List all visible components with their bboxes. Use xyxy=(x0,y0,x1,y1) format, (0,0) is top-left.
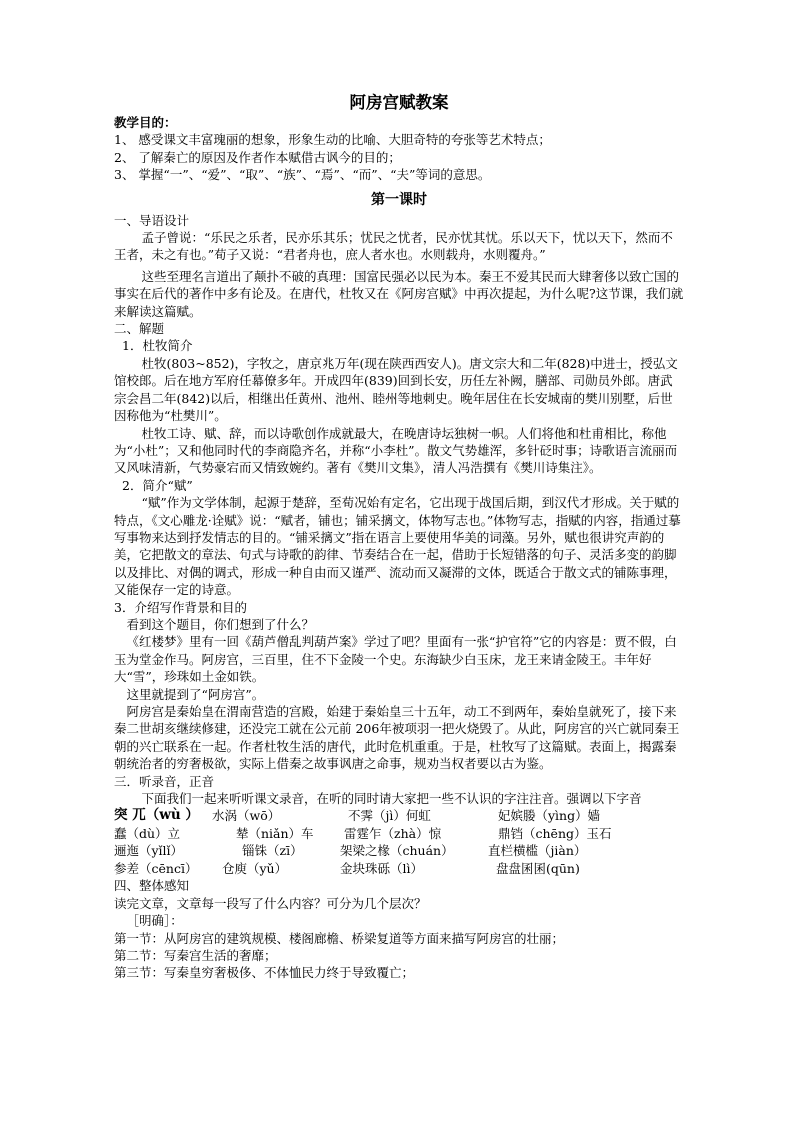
pronunciation-row-3 xyxy=(114,842,684,860)
s2-sub-heading-1: 1．杜牧简介 xyxy=(122,338,193,354)
pron-item: 逦迤（yǐlǐ） xyxy=(114,843,184,859)
s4-intro: 下面我们一起来听听课文录音，在听的同时请大家把一些不认识的字注注音。强调以下字音 xyxy=(141,791,642,807)
s1-paragraph-1: 孟子曾说：“乐民之乐者，民亦乐其乐；忧民之忧者，民亦忧其忧。乐以天下，忧以天下，然而不王者，未之有也。”荀子又说：“君者舟也，庶人者水也。水则载舟，水则覆舟。” xyxy=(114,230,673,263)
goal-item-2: 2、 了解秦亡的原因及作者作本赋借古讽今的目的； xyxy=(114,149,401,165)
pron-item: 金块珠砾（lì） xyxy=(340,860,423,876)
goal-item-3: 3、 掌握“一”、“爱”、“取”、“族”、“焉”、“而”、“夫”等词的意思。 xyxy=(114,167,491,183)
s5-clarify: ［明确］： xyxy=(126,913,183,929)
s2-paragraph-3: “赋”作为文学体制，起源于楚辞，至荀况始有定名，它出现于战国后期，到汉代才形成。关于赋的特点，《文心雕龙·诠赋》说：“赋者，铺也；铺采摛文，体物写志也。”体物写志，指赋的内容，指通过摹写事物来达到抒发情志的目的。“铺采摛文”指在语言上要使用华美的词藻。另外，赋也很讲究声韵的美，它把散文的章法、句式与诗歌的韵律、节奏结合在一起，借助于长短错落的句子、灵活多变的韵脚以及排比、对偶的调式，形成一种自由而又谨严、流动而又凝滞的文体，既适合于散文式的铺陈事理，又能保存一定的诗意。 xyxy=(114,495,681,598)
pronunciation-row-4 xyxy=(114,860,684,878)
page-title: 阿房宫赋教案 xyxy=(349,93,449,112)
pronunciation-row-1 xyxy=(114,807,684,825)
section-title: 第一课时 xyxy=(371,191,427,208)
s3-paragraph-2: 这里就提到了“阿房宫”。 xyxy=(126,686,265,702)
pron-item: 蠢（dù）立 xyxy=(114,825,181,841)
pron-item: 雷霆乍（zhà）惊 xyxy=(344,825,442,841)
pron-item: 锱铢（zī） xyxy=(242,843,303,859)
s3-question: 看到这个题目，你们想到了什么？ xyxy=(126,616,315,632)
pronunciation-row-2 xyxy=(114,825,684,843)
pron-item: 架梁之椽（chuán） xyxy=(340,843,454,859)
s3-paragraph-1: 《红楼梦》里有一回《葫芦僧乱判葫芦案》学过了吧？里面有一张“护官符”它的内容是：贾不假，白玉为堂金作马。阿房宫，三百里，住不下金陵一个史。东海缺少白玉床，龙王来请金陵王。丰年好大“雪”，珍珠如土金如铁。 xyxy=(114,634,677,685)
pron-item: 突 兀（wù ） xyxy=(114,807,199,824)
pron-item: 仓庾（yǔ） xyxy=(222,860,288,876)
pron-item: 参差（cēncī） xyxy=(114,860,198,876)
pron-item: 盘盘囷囷(qūn) xyxy=(496,860,580,876)
s1-paragraph-2: 这些至理名言道出了颠扑不破的真理：国富民强必以民为本。秦王不爱其民而大肆奢侈以致亡国的事实在后代的著作中多有论及。在唐代，杜牧又在《阿房宫赋》中再次提起，为什么呢?这节课，我们就来解读这篇赋。 xyxy=(114,268,684,319)
s2-paragraph-1: 杜牧(803~852)，字牧之，唐京兆万年(现在陕西西安人)。唐文宗大和二年(828)中进士，授弘文馆校郎。后在地方军府任幕僚多年。开成四年(839)回到长安，历任左补阙，膳部、司勋员外郎。唐武宗会昌二年(842)以后，相继出任黄州、池州、睦州等地刺史。晚年居住在长安城南的樊川别墅，后世因称他为“杜樊川”。 xyxy=(114,355,678,424)
s2-sub-heading-2: 2．简介“赋” xyxy=(122,477,193,493)
s4-heading: 三．听录音，正音 xyxy=(114,773,215,789)
s5-question: 读完文章，文章每一段写了什么内容？可分为几个层次？ xyxy=(114,895,427,911)
goal-item-1: 1、 感受课文丰富瑰丽的想象，形象生动的比喻、大胆奇特的夸张等艺术特点； xyxy=(114,132,551,148)
pron-item: 直栏横槛（jiàn） xyxy=(488,843,587,859)
document-page xyxy=(114,92,684,982)
pron-item: 辇（niǎn）车 xyxy=(236,825,314,841)
pron-item: 妃嫔媵（yìng）嫱 xyxy=(498,808,601,824)
s5-item-2: 第二节：写秦宫生活的奢靡； xyxy=(114,948,277,964)
pron-item: 水涡（wō） xyxy=(212,808,281,824)
s3-heading: 3．介绍写作背景和目的 xyxy=(114,599,247,615)
goals-heading: 教学目的： xyxy=(114,115,177,130)
s3-paragraph-3: 阿房宫是秦始皇在渭南营造的宫殿，始建于秦始皇三十五年，动工不到两年，秦始皇就死了，接下来秦二世胡亥继续修建，还没完工就在公元前 206年被项羽一把火烧毁了。从此，阿房宫的兴亡就同秦王朝的兴亡联系在一起。作者杜牧生活的唐代，此时危机重重。于是，杜牧写了这篇赋。表面上，揭露秦朝统治者的穷奢极欲，实际上借秦之故事讽唐之命事，规劝当权者要以古为鉴。 xyxy=(114,704,680,772)
s5-item-3: 第三节：写秦皇穷奢极侈、不体恤民力终于导致覆亡； xyxy=(114,965,415,981)
pron-item: 不霁（jì）何虹 xyxy=(348,808,431,824)
pronunciation-list xyxy=(114,807,684,877)
pron-item: 鼎铛（chēng）玉石 xyxy=(498,825,612,841)
s5-heading: 四、整体感知 xyxy=(114,878,190,894)
s2-heading: 二、解题 xyxy=(114,321,165,337)
s5-item-1: 第一节：从阿房宫的建筑规模、楼阁廊檐、桥梁复道等方面来描写阿房宫的壮丽； xyxy=(114,930,565,946)
s1-heading: 一、导语设计 xyxy=(114,212,190,228)
s2-paragraph-2: 杜牧工诗、赋、辞，而以诗歌创作成就最大，在晚唐诗坛独树一帜。人们将他和杜甫相比，称他为“小杜”；又和他同时代的李商隐齐名，并称“小李杜”。散文气势雄浑，多针砭时事；诗歌语言流丽而又风味清新，气势豪宕而又情致婉约。著有《樊川文集》，清人冯浩撰有《樊川诗集注》。 xyxy=(114,425,678,476)
